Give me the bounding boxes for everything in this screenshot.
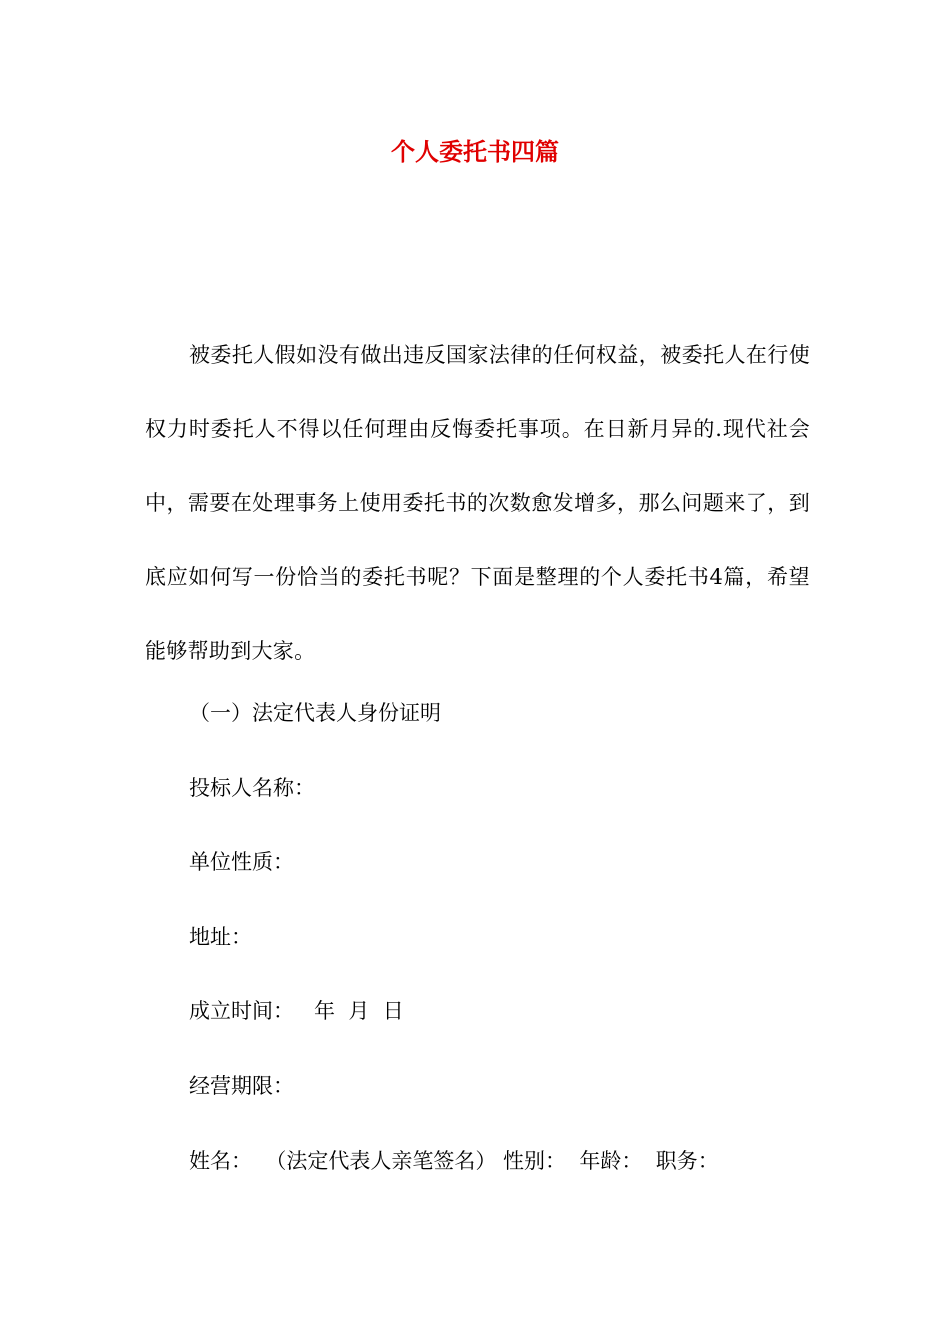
section-heading: （一）法定代表人身份证明	[189, 701, 441, 725]
field-bidder-name: 投标人名称：	[189, 776, 315, 800]
field-established-time: 成立时间： 年 月 日	[189, 999, 404, 1023]
field-business-period: 经营期限：	[189, 1074, 294, 1098]
field-address: 地址：	[189, 925, 252, 949]
document-title: 个人委托书四篇	[391, 137, 559, 166]
field-name-line: 姓名： （法定代表人亲笔签名） 性别： 年龄： 职务：	[189, 1149, 719, 1173]
intro-paragraph: 被委托人假如没有做出违反国家法律的任何权益，被委托人在行使权力时委托人不得以任何理由反悔委托事项。在日新月异的.现代社会中，需要在处理事务上使用委托书的次数愈发增多，那么问题来了，到底应如何写一份恰当的委托书呢？下面是整理的个人委托书4篇，希望能够帮助到大家。	[145, 343, 810, 663]
field-unit-nature: 单位性质：	[189, 850, 294, 874]
